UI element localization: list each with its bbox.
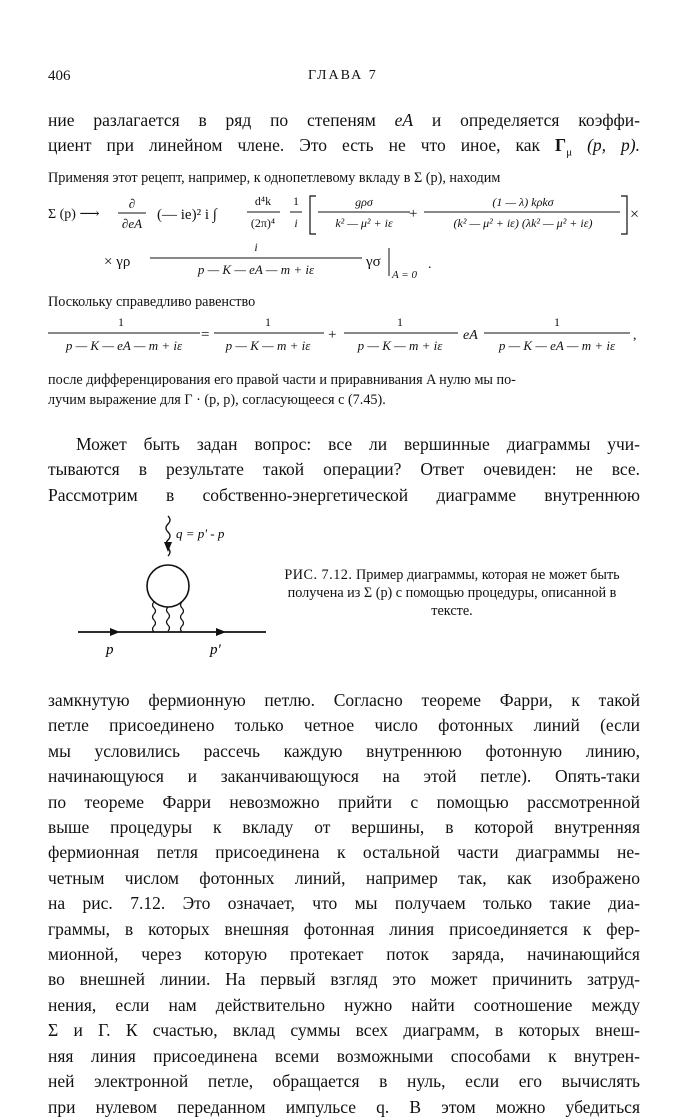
- paragraph-furry-theorem: [48, 688, 640, 1120]
- p3-line: выше процедуры к вкладу от вершины, в которой внутренняя: [48, 817, 640, 838]
- internal-photon-line-1: [153, 602, 156, 632]
- eq1-gamma-sigma: γσ: [366, 254, 381, 270]
- p3-line: петле присоединено только четное число фотонных линий (если: [48, 715, 640, 736]
- eq1-d4k-num: d⁴k: [254, 194, 272, 208]
- p3-line: ней электронной петле, обращается в нуль, если его вычислять: [48, 1071, 640, 1092]
- eq2-f4-den: p — K — eA — m + iε: [498, 338, 616, 353]
- p3-line: четным числом фотонных линий, например так, как изображено: [48, 867, 640, 888]
- fermion-arrow-left-icon: [110, 628, 120, 636]
- intro-line-1: ние разлагается в ряд по степеням eA и определяется коэффи-: [48, 110, 640, 130]
- eq2-f2-den: p — K — m + iε: [225, 338, 311, 353]
- p-prime-label: p': [210, 642, 221, 658]
- fermion-loop: [147, 565, 189, 607]
- eq2-plus: +: [328, 327, 337, 343]
- p-label: p: [106, 642, 114, 658]
- eq1-times-gamma-rho: × γρ: [104, 254, 131, 270]
- eq1-deriv-num: ∂: [128, 196, 136, 211]
- eq1-factor: (— ie)² i ∫: [157, 207, 217, 223]
- p3-line: во внешней линии. На первый взгляд это может причинить затруд-: [48, 969, 640, 990]
- q-label: q = p' - p: [176, 526, 225, 541]
- eq1-deriv-den: ∂eA: [121, 216, 143, 231]
- page-number: 406: [48, 68, 71, 84]
- p3-line: граммы, в которых внешняя фотонная линия присоединяется к фер-: [48, 918, 640, 939]
- after-equation-text: после дифференцирования его правой части и приравнивания A нулю мы по- лучим выражение для Γ · (p, p), согласующееся с (7.45).: [48, 372, 516, 408]
- eq2-comma: ,: [633, 328, 637, 343]
- p3-line: начинающуюся и заканчивающуюся на этой петле). Опять-таки: [48, 766, 640, 787]
- p3-line: мионной, через которую протекает поток заряда, начинающийся: [48, 944, 640, 965]
- p3-line: мы условились рассечь каждую внутреннюю фотонную линию,: [48, 740, 640, 761]
- eq2-f1-den: p — K — eA — m + iε: [65, 338, 183, 353]
- p3-line: Σ и Γ. К счастью, вклад суммы всех диаграмм, в которых внеш-: [48, 1020, 640, 1041]
- eq2-f4-num: 1: [554, 315, 560, 329]
- eq2-f3-num: 1: [397, 315, 403, 329]
- eq1-lhs: Σ (p) ⟶: [48, 207, 100, 222]
- p3-line: по теореме Фарри невозможно прийти с помощью рассмотренной: [48, 791, 640, 812]
- eq2-f1-num: 1: [118, 315, 124, 329]
- photon-arrow-icon: [164, 542, 172, 552]
- chapter-title: ГЛАВА 7: [308, 68, 378, 83]
- eq1-term2-den: (k² — μ² + iε) (λk² — μ² + iε): [453, 216, 593, 230]
- internal-photon-line-2: [167, 607, 170, 631]
- eq2-f3-den: p — K — m + iε: [357, 338, 443, 353]
- intro-paragraph: [48, 108, 640, 166]
- p3-line: при нулевом переданном импульсе q. В этом можно убедиться: [48, 1096, 640, 1117]
- eq2-equals: =: [201, 327, 210, 343]
- eq2-f2-num: 1: [265, 315, 271, 329]
- eq1-times: ×: [630, 206, 640, 223]
- paragraph-question: Может быть задан вопрос: все ли вершинные диаграммы учи- тываются в результате такой операции? Ответ очевиден: не все. Рассмотрим в собственно-энергетической диаграмме внутреннюю: [48, 434, 640, 505]
- eq1-one-den: i: [294, 216, 298, 230]
- figure-caption: РИС. 7.12. Пример диаграммы, которая не может быть получена из Σ (p) с помощью процедуры, описанной в тексте.: [284, 567, 620, 619]
- eq1-one-num: 1: [293, 194, 299, 208]
- since-line: Поскольку справедливо равенство: [48, 294, 256, 310]
- eq1-term2-num: (1 — λ) kρkσ: [492, 195, 554, 209]
- eq2-ea: eA: [463, 328, 478, 343]
- equation-propagator-identity: [0, 312, 685, 360]
- eq1-d4k-den: (2π)⁴: [250, 216, 276, 230]
- figure-feynman-diagram: [70, 512, 270, 662]
- eq1-term1-den: k² — μ² + iε: [335, 216, 393, 230]
- p3-line: фермионная петля присоединена к остальной части диаграммы не-: [48, 842, 640, 863]
- intro-line-2: циент при линейном члене. Это есть не что иное, как $\Gamma_\mu$ (p, p).: [48, 135, 641, 159]
- recipe-line: Применяя этот рецепт, например, к однопетлевому вкладу в Σ (p), находим: [48, 170, 501, 186]
- fermion-arrow-right-icon: [216, 628, 226, 636]
- p3-line: нения, если нам действительно нужно найти соотношение между: [48, 994, 640, 1015]
- eq1-eval-limit: A = 0: [392, 269, 417, 281]
- eq1-dot: .: [428, 257, 432, 272]
- p3-line: няя линия присоединена всеми возможными способами к внутрен-: [48, 1045, 640, 1066]
- p3-line: замкнутую фермионную петлю. Согласно теореме Фарри, к такой: [48, 690, 640, 710]
- equation-self-energy-derivative: [0, 190, 685, 280]
- eq1-frac3-num: i: [254, 240, 258, 254]
- eq1-term1-num: gρσ: [355, 195, 373, 209]
- p3-line: на рис. 7.12. Это означает, что мы получаем только такие диа-: [48, 893, 640, 914]
- eq1-plus: +: [409, 206, 418, 222]
- internal-photon-line-3: [181, 602, 184, 632]
- eq1-frac3-den: p — K — eA — m + iε: [197, 262, 315, 277]
